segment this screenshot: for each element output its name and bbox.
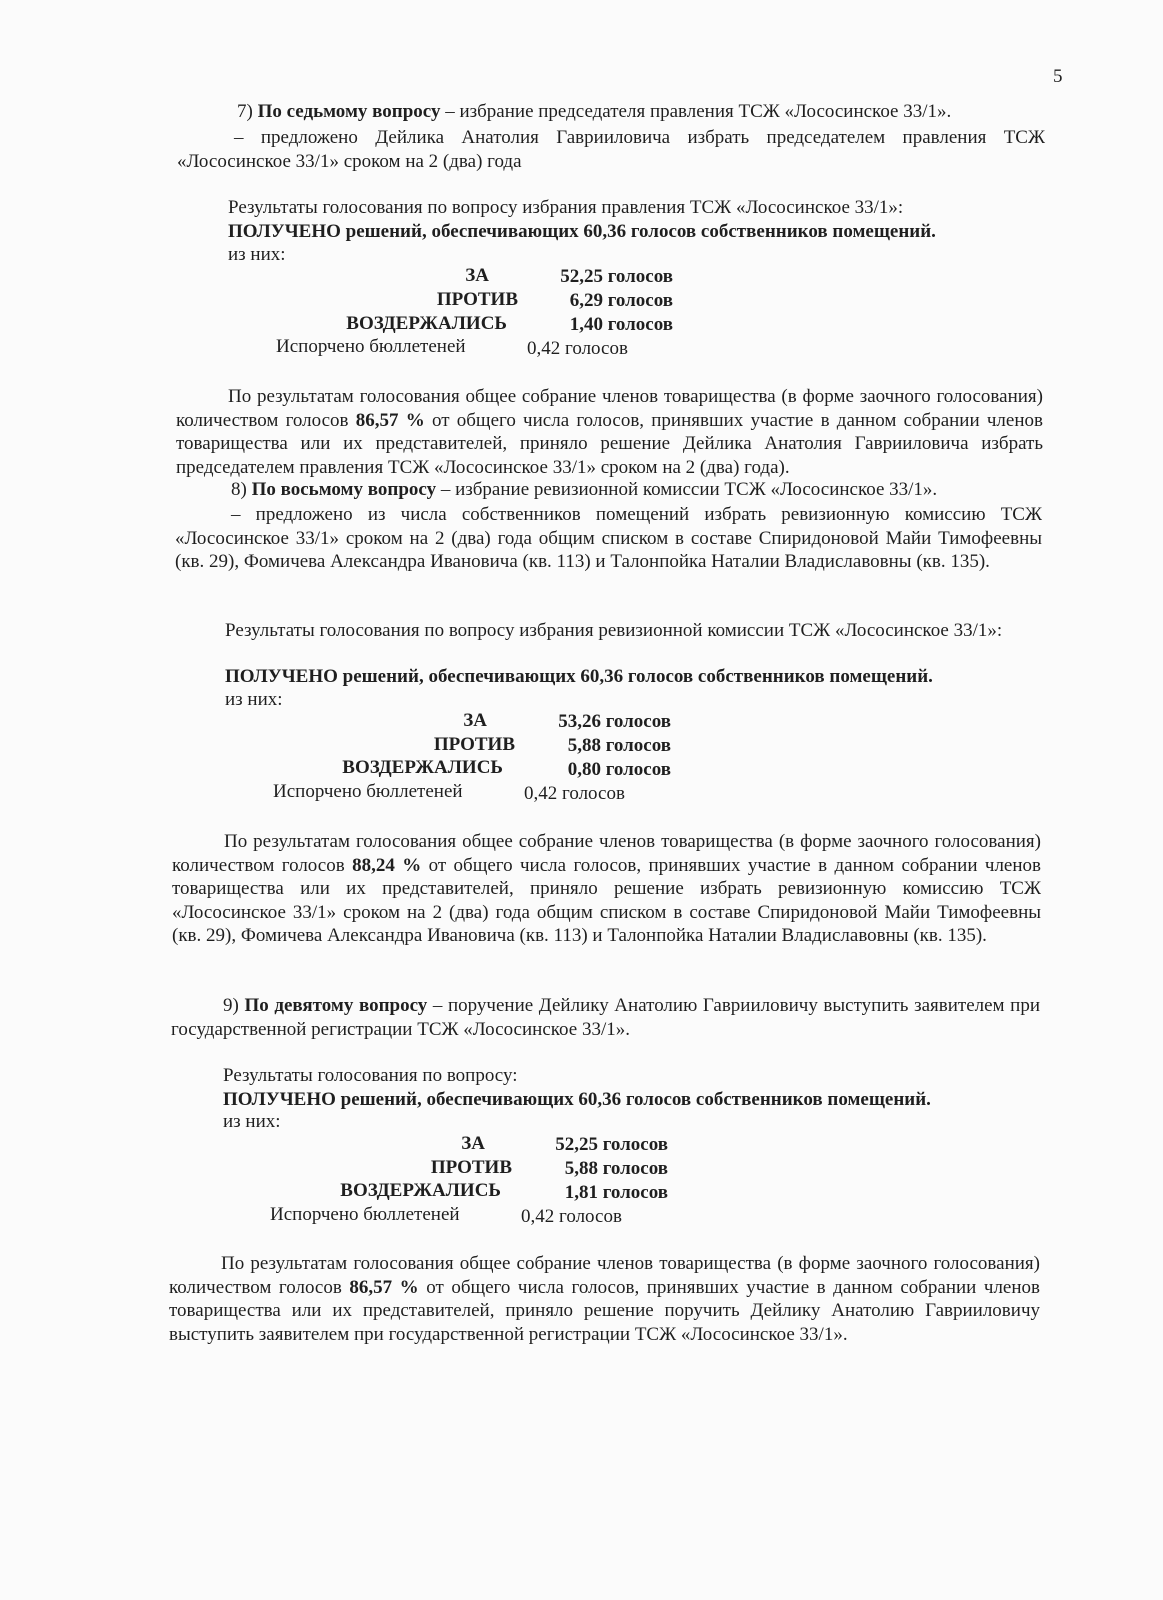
q9-vote-against-label: ПРОТИВ	[430, 1157, 512, 1178]
q9-received	[223, 1088, 931, 1112]
q8-vote-abstained-label: ВОЗДЕРЖАЛИСЬ	[342, 757, 503, 778]
q8-percent: 88,24 %	[352, 854, 422, 876]
q9-received-bold: ПОЛУЧЕНО решений, обеспечивающих 60,36 голосов собственников помещений.	[223, 1089, 931, 1110]
q9-spoiled-value: 0,42 голосов	[521, 1206, 622, 1227]
q7-results-intro: Результаты голосования по вопросу избрания правления ТСЖ «Лососинское 33/1»:	[228, 197, 904, 218]
q9-percent: 86,57 %	[349, 1276, 419, 1298]
q9-vote-for-label: ЗА	[461, 1133, 485, 1154]
q7-spoiled-label: Испорчено бюллетеней	[276, 336, 466, 357]
q7-vote-against-label: ПРОТИВ	[436, 289, 518, 310]
q7-vote-abstained-value: 1,40 голосов	[569, 314, 673, 335]
q7-vote-for-value: 52,25 голосов	[560, 266, 673, 287]
q7-vote-for-label: ЗА	[465, 265, 489, 286]
q9-conclusion: По результатам голосования общее собрание членов товарищества (в форме заочного голосования) количеством голосов 86,57 % от общего числа голосов, принявших участие в данном собрании членов товарищества или их представителей, приняло решение поручить Дейлику Анатолию Гаврииловичу выступить заявителем при государственной регистрации ТСЖ «Лососинское 33/1».	[169, 1253, 1041, 1345]
q7-received	[228, 220, 936, 244]
q8-spoiled-label: Испорчено бюллетеней	[273, 781, 463, 802]
q7-title-bold: По седьмому вопросу	[257, 101, 441, 122]
q8-received-bold: ПОЛУЧЕНО решений, обеспечивающих 60,36 голосов собственников помещений.	[225, 666, 933, 687]
q7-proposal: – предложено Дейлика Анатолия Гаврииловича избрать председателем правления ТСЖ «Лососинское 33/1» сроком на 2 (два) года	[177, 127, 1045, 172]
q8-vote-abstained-value: 0,80 голосов	[567, 759, 671, 780]
q8-vote-for-label: ЗА	[463, 710, 487, 731]
q8-conclusion: По результатам голосования общее собрание членов товарищества (в форме заочного голосования) количеством голосов 88,24 % от общего числа голосов, принявших участие в данном собрании членов товарищества или их представителей, приняло решение избрать ревизионную комиссию ТСЖ «Лососинское 33/1» сроком на 2 (два) года общим списком в составе Спиридоновой Майи Тимофеевны (кв. 29), Фомичева Александра Ивановича (кв. 113) и Талонпойка Наталии Владиславовны (кв. 135).	[172, 831, 1041, 946]
q9-of-them: из них:	[223, 1111, 281, 1132]
q9-vote-against-value: 5,88 голосов	[564, 1158, 668, 1179]
q7-vote-against-value: 6,29 голосов	[569, 290, 673, 311]
q9-vote-for-value: 52,25 голосов	[555, 1134, 668, 1155]
q8-proposal: – предложено из числа собственников помещений избрать ревизионную комиссию ТСЖ «Лососинское 33/1» сроком на 2 (два) года общим списком в составе Спиридоновой Майи Тимофеевны (кв. 29), Фомичева Александра Ивановича (кв. 113) и Талонпойка Наталии Владиславовны (кв. 135).	[175, 504, 1042, 572]
q9-number: 9)	[223, 995, 239, 1016]
q7-title-rest: – избрание председателя правления ТСЖ «Лососинское 33/1».	[440, 101, 952, 122]
q7-conclusion: По результатам голосования общее собрание членов товарищества (в форме заочного голосования) количеством голосов 86,57 % от общего числа голосов, принявших участие в данном собрании членов товарищества или их представителей, приняло решение Дейлика Анатолия Гаврииловича избрать председателем правления ТСЖ «Лососинское 33/1» сроком на 2 (два) года).	[176, 386, 1043, 478]
q9-heading	[171, 994, 1040, 1041]
q8-of-them: из них:	[225, 689, 283, 710]
q8-received	[225, 665, 933, 689]
q7-spoiled-value: 0,42 голосов	[527, 338, 628, 359]
q7-percent: 86,57 %	[355, 409, 425, 431]
q7-of-them: из них:	[228, 244, 286, 265]
q8-vote-against-label: ПРОТИВ	[433, 734, 515, 755]
q7-received-bold: ПОЛУЧЕНО решений, обеспечивающих 60,36 голосов собственников помещений.	[228, 221, 936, 242]
q9-title-bold: По девятому вопросу	[244, 995, 428, 1016]
q8-results-intro: Результаты голосования по вопросу избрания ревизионной комиссии ТСЖ «Лососинское 33/1»:	[225, 620, 1003, 641]
q8-spoiled-value: 0,42 голосов	[524, 783, 625, 804]
q7-number: 7)	[237, 101, 253, 122]
q9-results-intro: Результаты голосования по вопросу:	[223, 1065, 518, 1086]
q7-vote-abstained-label: ВОЗДЕРЖАЛИСЬ	[346, 313, 507, 334]
q8-title-bold: По восьмому вопросу	[251, 479, 437, 500]
page-number: 5	[1053, 66, 1063, 87]
q8-vote-for-value: 53,26 голосов	[558, 711, 671, 732]
q8-title-rest: – избрание ревизионной комиссии ТСЖ «Лососинское 33/1».	[436, 479, 938, 500]
q9-vote-abstained-label: ВОЗДЕРЖАЛИСЬ	[340, 1180, 501, 1201]
q9-title-rest: – поручение Дейлику Анатолию Гаврииловичу выступить заявителем при государственной регистрации ТСЖ «Лососинское 33/1».	[171, 995, 1041, 1040]
q9-vote-abstained-value: 1,81 голосов	[564, 1182, 668, 1203]
q7-heading	[237, 100, 951, 124]
q8-number: 8)	[231, 479, 247, 500]
q9-spoiled-label: Испорчено бюллетеней	[270, 1204, 460, 1225]
q8-vote-against-value: 5,88 голосов	[567, 735, 671, 756]
q8-heading	[231, 478, 937, 502]
